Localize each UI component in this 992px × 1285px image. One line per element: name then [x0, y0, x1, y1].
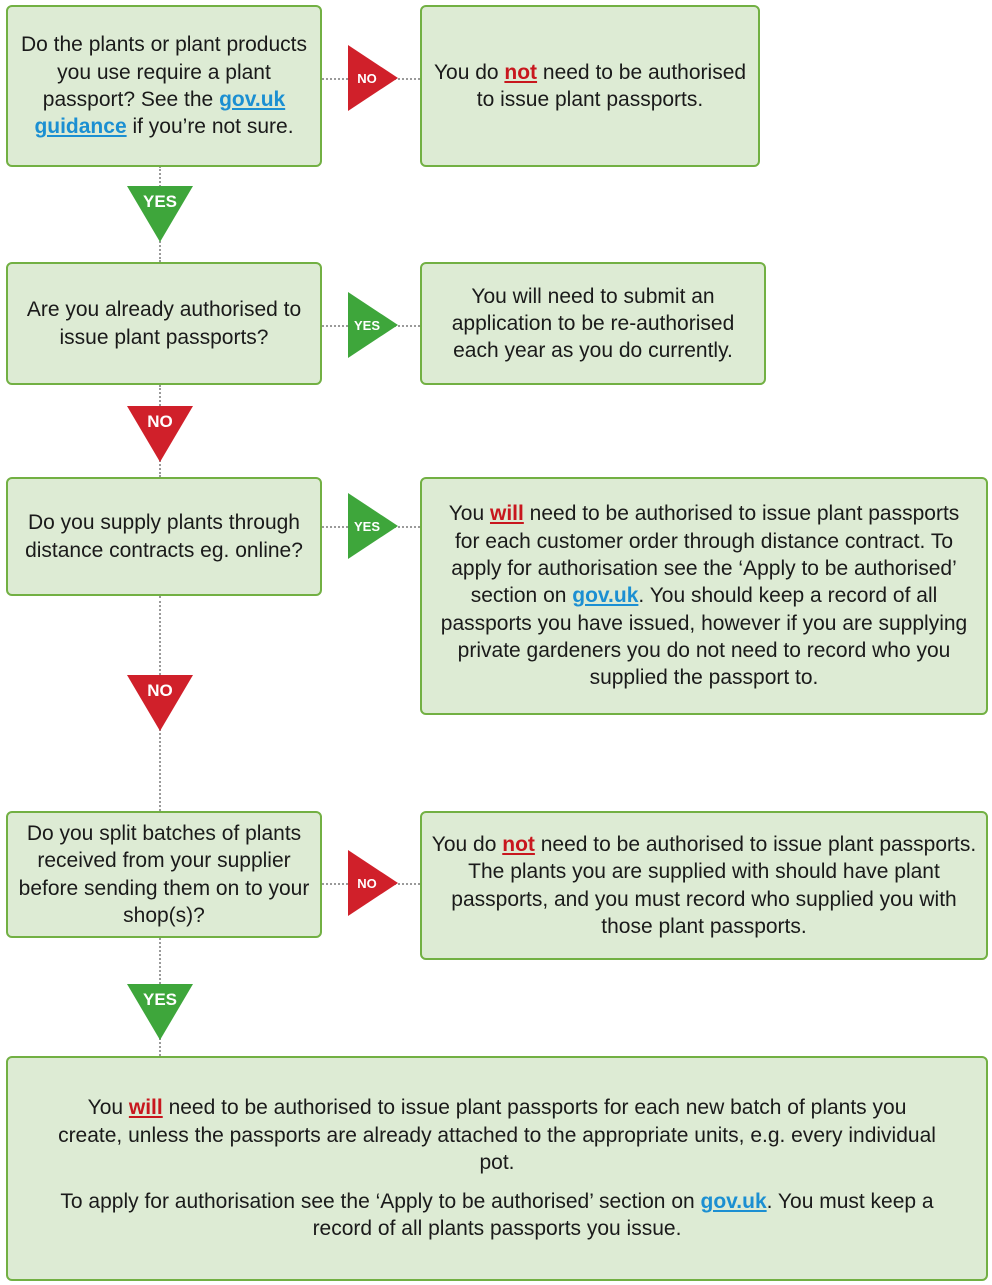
gov-uk-guidance-link[interactable]: gov.uk guidance: [34, 88, 286, 139]
answer-text: You will need to submit an application to be re-authorised each year as you do currently.: [451, 284, 735, 363]
yes-label: YES: [142, 990, 178, 1009]
no-label: NO: [147, 412, 173, 431]
question-text: Are you already authorised to issue plant passports?: [26, 298, 302, 349]
gov-uk-link[interactable]: gov.uk: [700, 1190, 767, 1214]
answer-text: You do not need to be authorised to issue plant passports. The plants you are supplied with should have plant passports, and you must record who supplied you with those plant passports.: [431, 832, 977, 938]
final-content: [58, 1094, 936, 1242]
emphasis-not: not: [504, 60, 538, 84]
emphasis-will: will: [128, 1096, 163, 1120]
question-text: Do you supply plants through distance contracts eg. online?: [25, 511, 303, 562]
answer-text: You will need to be authorised to issue plant passports for each customer order through distance contract. To apply for authorisation see the ‘Apply to be authorised’ section on gov.uk. You should keep a record of all passports you have issued, however if you are supplying private gardeners you do not need to record who you supplied the passport to.: [440, 502, 968, 690]
no-down-arrow-1: [127, 406, 193, 462]
yes-label: YES: [142, 192, 178, 211]
no-label: NO: [357, 876, 377, 891]
no-right-arrow-1: [348, 45, 398, 111]
answer-text: You do not need to be authorised to issue plant passports.: [433, 60, 747, 111]
no-label: NO: [357, 71, 377, 86]
question-split-batches: [6, 811, 322, 938]
yes-right-arrow-1: [348, 292, 398, 358]
yes-down-arrow-1: [127, 186, 193, 242]
answer-re-authorise: [420, 262, 766, 385]
gov-uk-link[interactable]: gov.uk: [572, 584, 639, 608]
answer-not-authorised: [420, 5, 760, 167]
emphasis-will: will: [489, 502, 524, 526]
final-authorised-batches: [6, 1056, 988, 1281]
question-distance-contracts: [6, 477, 322, 596]
no-label: NO: [147, 681, 173, 700]
yes-right-arrow-2: [348, 493, 398, 559]
no-down-arrow-2: [127, 675, 193, 731]
yes-label: YES: [353, 519, 381, 534]
question-already-authorised: [6, 262, 322, 385]
emphasis-not: not: [502, 832, 535, 856]
final-paragraph-1: You will need to be authorised to issue plant passports for each new batch of plants you create, unless the passports are already attached to the appropriate units, e.g. every individual pot.: [58, 1096, 936, 1174]
final-paragraph-2: To apply for authorisation see the ‘Apply to be authorised’ section on gov.uk. You must keep a record of all plants passports you issue.: [60, 1190, 934, 1241]
answer-authorised-distance: [420, 477, 988, 715]
yes-label: YES: [353, 318, 381, 333]
question-text: Do you split batches of plants received from your supplier before sending them on to your shop(s)?: [18, 821, 310, 927]
question-text: Do the plants or plant products you use require a plant passport? See the gov.uk guidance if you’re not sure.: [20, 33, 307, 139]
question-plant-passport-required: [6, 5, 322, 167]
no-right-arrow-2: [348, 850, 398, 916]
answer-not-authorised-split: [420, 811, 988, 960]
yes-down-arrow-2: [127, 984, 193, 1040]
